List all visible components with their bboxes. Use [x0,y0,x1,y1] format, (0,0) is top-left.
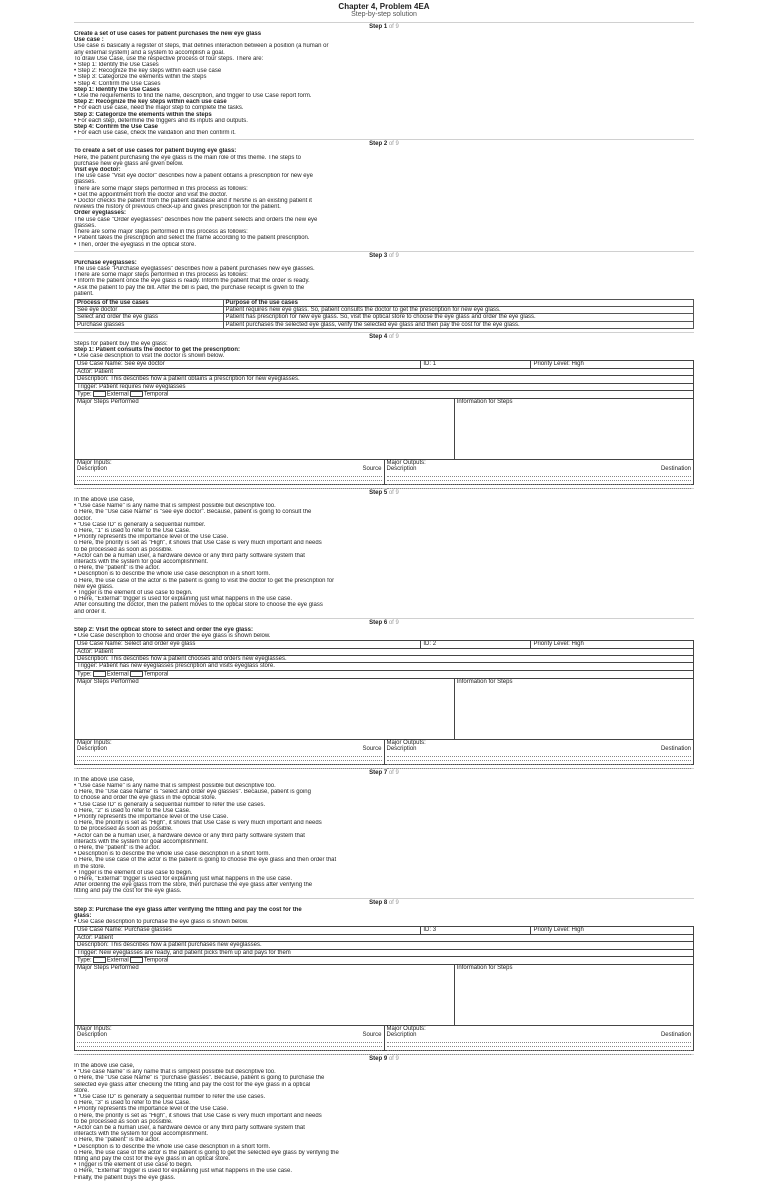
text-line: • "Use case Name" is any name that is simplest possible but descriptive too. [74,503,276,510]
text-line: Step 3: Categorize the elements within the steps [74,111,212,118]
source-label: Source [362,1031,382,1038]
step-word: Step [369,489,383,496]
use-case-priority: Priority Level: High [533,927,584,934]
step-word: Step [369,899,383,906]
external-label: External [106,957,129,964]
text-line: o Here, the "patient" is the actor. [74,1137,160,1144]
temporal-checkbox[interactable] [130,671,143,677]
text-line: • Then, order the eyeglass in the optical store. [74,241,197,248]
step-section [74,768,694,895]
text-line: doctor. [74,515,93,522]
step-number: 2 [383,141,388,148]
text-line: glass: [74,912,92,919]
table-row [75,307,694,314]
text-line: o Here, the "Use case Name" is "select and order eye glasses". Because, patient is going [74,789,311,796]
major-steps-area [75,965,693,1026]
use-case-name: Use Case Name: See eye doctor [75,361,421,367]
text-line: selected eye glass after checking the fitting and pay the cost for the eye glass in a optical [74,1081,311,1088]
step-word: Step [369,619,383,626]
blank-lines [77,1039,382,1055]
step-section [74,618,694,765]
text-line: • "Use case Name" is any name that is simplest possible but descriptive too. [74,783,276,790]
major-outputs-label: Major Outputs: [386,459,426,466]
step-of: of 9 [388,769,399,776]
description-label: Description [386,745,417,752]
step-section [74,488,694,615]
description-label: Description [77,745,108,752]
text-line: Step 3: Purchase the eye glass after verifying the fitting and pay the cost for the [74,906,302,913]
description-label: Description [77,465,108,472]
major-steps-area [75,399,693,460]
text-line: The use case "Visit eye doctor" describes how a patient obtains a prescription for new eye [74,173,313,180]
table-cell: Purchase glasses [75,321,224,328]
blank-lines [387,473,692,489]
text-line: o Here, the use case of the actor is the patient is going to visit the doctor to get the prescription for [74,577,335,584]
major-inputs-label: Major Inputs: [77,739,112,746]
text-line: o Here, "2" is used to refer to the Use Case. [74,807,191,814]
text-line: Here, the patient purchasing the eye glass is the main role of this theme. The steps to [74,154,302,161]
external-checkbox[interactable] [93,391,106,397]
table-cell: See eye doctor [75,307,224,314]
step-number: 3 [383,252,388,259]
text-line: reviews the history of previous check-up and gives prescription for the patient. [74,204,281,211]
table-row [75,314,694,321]
external-label: External [106,671,129,678]
document-page [74,0,694,1181]
text-line: to be processed as soon as possible. [74,826,173,833]
step-of: of 9 [388,333,399,340]
text-line: To create a set of use cases for patient buying eye glass: [74,148,237,155]
text-line: • Actor can be a human user, a hardware device or any third party software system that [74,1124,305,1131]
text-line: interacts with the system for goal accomplishment. [74,1131,209,1138]
blank-lines [77,753,382,769]
use-case-name: Use Case Name: Purchase glasses [75,927,421,933]
step-heading [74,253,694,260]
description-label: Description [386,1031,417,1038]
step-word: Step [369,769,383,776]
external-label: External [106,391,129,398]
step-section [74,139,694,247]
step-section [74,898,694,1051]
text-line: o Here, the "patient" is the actor. [74,565,160,572]
text-line: fitting and pay the cost for the eye glass in an optical store. [74,1155,231,1162]
use-case-trigger: Trigger: Patient has new eyeglasses prescription and visits eyeglass store. [77,663,275,670]
text-line: • "Use case Name" is any name that is simplest possible but descriptive too. [74,1069,276,1076]
text-line: • "Use Case ID" is generally a sequential number. [74,521,206,528]
step-number: 9 [383,1055,388,1062]
step-heading [74,141,694,148]
type-label: Type: [77,391,92,398]
inputs-outputs [75,460,693,484]
text-line: • Actor can be a human user, a hardware device or any third party software system that [74,832,305,839]
temporal-label: Temporal [143,957,169,964]
text-line: Purchase eyeglasses: [74,259,137,266]
text-line: o Here, "3" is used to refer to the Use Case. [74,1100,191,1107]
step-number: 8 [383,899,388,906]
description-label: Description [386,465,417,472]
source-label: Source [362,465,382,472]
step-of: of 9 [388,489,399,496]
text-line: and order it. [74,608,107,615]
text-line: There are some major steps performed in this process as follows: [74,272,248,279]
use-case-trigger: Trigger: New eyeglasses are ready, and patient picks them up and pays for them [77,949,291,956]
step-heading [74,334,694,341]
text-line: • Trigger is the element of use case to begin. [74,869,193,876]
major-steps-label: Major Steps Performed [75,399,455,459]
text-line: Create a set of use cases for patient purchases the new eye glass [74,31,262,37]
step-word: Step [369,24,383,30]
use-case-type [75,957,693,964]
use-case-type [75,671,693,678]
inputs-outputs [75,1026,693,1050]
use-case-actor: Actor: Patient [77,648,114,655]
temporal-label: Temporal [143,391,169,398]
step-number: 5 [383,489,388,496]
text-line: Use case is basically a register of steps, that defines interaction between a position (a human or [74,43,329,50]
step-section [74,251,694,329]
text-line: o Here, the priority is set as "High", it shows that Use Case is very much important and needs [74,820,322,827]
text-line: • Trigger is the element of use case to begin. [74,1162,193,1169]
step-word: Step [369,333,383,340]
use-case-trigger: Trigger: Patient requires new eyeglasses [77,383,186,390]
text-line: o Here, the priority is set as "High", it shows that Use Case is very much important and needs [74,540,322,547]
destination-label: Destination [660,745,691,752]
major-steps-label: Major Steps Performed [75,965,455,1025]
blank-lines [77,473,382,489]
text-line: purchase new eye glass are given below. [74,160,184,167]
destination-label: Destination [660,465,691,472]
step-of: of 9 [388,619,399,626]
text-line: o Here, the "Use case Name" is "purchase glasses". Because, patient is going to purchase the [74,1075,325,1082]
step-section [74,1054,694,1181]
info-steps-label: Information for Steps [456,678,513,685]
text-line: • "Use Case ID" is generally a sequential number to refer the use cases. [74,801,266,808]
use-case-type [75,391,693,398]
page-title: Chapter 4, Problem 4EA [338,2,430,11]
major-inputs-column [75,460,385,484]
temporal-label: Temporal [143,671,169,678]
text-line: to be processed as soon as possible. [74,1118,173,1125]
temporal-checkbox[interactable] [130,391,143,397]
text-line: o Here, "External" trigger is used for explaining just what happens in the use case. [74,1168,293,1175]
major-outputs-column [385,740,694,764]
step-word: Step [369,1055,383,1062]
text-line: In the above use case, [74,776,135,783]
text-line: • Priority represents the importance level of the Use Case. [74,534,229,541]
use-case-desc: Description: This describes how a patient obtains a prescription for new eyeglasses. [77,376,300,383]
major-inputs-column [75,1026,385,1050]
text-line: Use case : [74,37,104,44]
page-subtitle: Step-by-step solution [351,11,417,18]
text-line: • Inform the patient once the eye glass is ready. Inform the patient that the order is ready. [74,278,310,285]
step-heading [74,770,694,777]
step-of: of 9 [388,252,399,259]
use-case-actor: Actor: Patient [77,934,114,941]
text-line: Visit eye doctor: [74,167,121,174]
text-line: o Here, the use case of the actor is the patient is going to choose the eye glass and then order that [74,857,337,864]
info-steps-label: Information for Steps [456,964,513,971]
table-cell: Select and order the eye glass [75,314,224,321]
text-line: Step 2: Recognize the key steps within each use case [74,99,227,106]
steps-container [74,22,694,1181]
text-line: glasses. [74,179,97,186]
step-number: 6 [383,619,388,626]
table-header: Purpose of the use cases [223,299,693,306]
text-line: • For each step, determine the triggers and its inputs and outputs. [74,117,248,124]
use-case-form [74,926,694,1051]
blank-lines [387,753,692,769]
text-line: any external system) and a system to accomplish a goal. [74,49,225,56]
text-line: The use case "Purchase eyeglasses" describes how a patient purchases new eye glasses. [74,265,315,272]
text-line: • Use the requirements to find the name, description, and trigger to Use Case report form. [74,93,312,100]
text-line: • Use Case description to purchase the eye glass is shown below. [74,919,249,926]
use-case-id: ID: 2 [421,641,531,647]
step-number: 4 [383,333,388,340]
text-line: store. [74,1087,90,1094]
text-line: o Here, the "patient" is the actor. [74,845,160,852]
text-line: • For each use case, check the validation and then confirm it. [74,130,236,137]
use-case-priority: Priority Level: High [533,361,584,368]
use-case-actor: Actor: Patient [77,368,114,375]
inputs-outputs [75,740,693,764]
step-of: of 9 [388,1055,399,1062]
table-cell: Patient has prescription for new eye glass. So, visit the optical store to choose the eye glass and order the eye glass. [223,314,693,321]
text-line: o Here, the use case of the actor is the patient is going to get the selected eye glass by verifying the [74,1149,339,1156]
type-label: Type: [77,671,92,678]
text-line: • Description is to describe the whole use case description in a short form. [74,1143,271,1150]
table-header: Process of the use cases [75,299,224,306]
text-line: After ordering the eye glass from the store, then purchase the eye glass after verifying the [74,882,313,889]
text-line: o Here, "External" trigger is used for explaining just what happens in the use case. [74,596,293,603]
text-line: • Doctor checks the patient from the patient database and if he/she is an existing patient it [74,198,312,205]
purpose-table [74,299,694,329]
use-case-form [74,640,694,765]
text-line: • Step 2: Recognize the key steps within each use case [74,68,222,75]
major-inputs-column [75,740,385,764]
major-outputs-label: Major Outputs: [386,739,426,746]
text-line: • Get the appointment from the doctor and visit the doctor. [74,191,228,198]
text-line: After consulting the doctor, then the patient moves to the optical store to choose the eye glass [74,602,323,609]
text-line: in the store. [74,863,106,870]
blank-lines [387,1039,692,1055]
text-line: o Here, "External" trigger is used for explaining just what happens in the use case. [74,876,293,883]
text-line: • Step 4: Confirm the Use Cases [74,80,161,87]
text-line: The use case "Order eyeglasses" describes how the patient selects and orders the new eye [74,216,318,223]
text-line: interacts with the system for goal accomplishment. [74,558,209,565]
major-outputs-label: Major Outputs: [386,1025,426,1032]
text-line: There are some major steps performed in this process as follows: [74,185,248,192]
use-case-id: ID: 3 [421,927,531,933]
table-cell: Patient requires new eye glass. So, patient consults the doctor to get the prescription for new eye glass. [223,307,693,314]
text-line: • Description is to describe the whole use case description in a short form. [74,571,271,578]
text-line: fitting and pay the cost for the eye glass. [74,888,182,895]
major-steps-area [75,679,693,740]
text-line: To draw Use Case, use the respective process of four steps. There are: [74,55,264,62]
description-label: Description [77,1031,108,1038]
text-line: interacts with the system for goal accomplishment. [74,838,209,845]
text-line: new eye glass. [74,583,114,590]
text-line: Finally, the patient buys the eye glass. [74,1174,176,1181]
text-line: • Patient takes the prescription and select the frame according to the patient prescription. [74,235,310,242]
text-line: • "Use Case ID" is generally a sequential number to refer the use cases. [74,1093,266,1100]
major-steps-label: Major Steps Performed [75,679,455,739]
text-line: • For each use case, need the major step to complete the tasks. [74,105,244,112]
text-line: Order eyeglasses: [74,210,127,217]
text-line: to be processed as soon as possible. [74,546,173,553]
table-cell: Patient purchases the selected eye glass, verify the selected eye glass and then pay the cost for the eye glass. [223,321,693,328]
text-line: patient. [74,290,94,297]
text-line: o Here, the "Use case Name" is "see eye doctor". Because, patient is going to consult the [74,509,312,516]
step-of: of 9 [388,899,399,906]
text-line: • Use case description to visit the doctor is shown below. [74,353,225,360]
major-inputs-label: Major Inputs: [77,459,112,466]
text-line: Step 1: Identify the Use Cases [74,86,160,93]
step-word: Step [369,141,383,148]
use-case-id: ID: 1 [421,361,531,367]
text-line: • Use Case description to choose and order the eye glass is shown below. [74,633,271,640]
use-case-desc: Description: This describes how a patient chooses and orders new eyeglasses. [77,656,287,663]
step-number: 7 [383,769,388,776]
step-section [74,332,694,485]
text-line: In the above use case, [74,1062,135,1069]
text-line: • Description is to describe the whole use case description in a short form. [74,851,271,858]
major-outputs-column [385,460,694,484]
text-line: • Ask the patient to pay the bill. After the bill is paid, the purchase receipt is given to the [74,284,305,291]
text-line: • Priority represents the importance level of the Use Case. [74,1106,229,1113]
external-checkbox[interactable] [93,957,106,963]
type-label: Type: [77,957,92,964]
text-line: Step 2: Visit the optical store to select and order the eye glass: [74,626,253,633]
use-case-name: Use Case Name: Select and order eye glass [75,641,421,647]
destination-label: Destination [660,1031,691,1038]
step-of: of 9 [388,24,399,30]
text-line: • Step 3: Categorize the elements within the steps [74,74,207,81]
step-heading [74,1056,694,1063]
use-case-desc: Description: This describes how a patient purchases new eyeglasses. [77,942,262,949]
text-line: • Priority represents the importance level of the Use Case. [74,814,229,821]
text-line: There are some major steps performed in this process as follows: [74,229,248,236]
table-row [75,321,694,328]
step-heading [74,24,694,31]
text-line: • Actor can be a human user, a hardware device or any third party software system that [74,552,305,559]
major-inputs-label: Major Inputs: [77,1025,112,1032]
text-line: • Step 1: Identify the Use Cases [74,62,159,69]
text-line: to choose and order the eye glass in the optical store. [74,795,217,802]
major-outputs-column [385,1026,694,1050]
text-line: Step 4: Confirm the Use Case [74,124,159,131]
temporal-checkbox[interactable] [130,957,143,963]
source-label: Source [362,745,382,752]
step-number: 1 [383,24,388,30]
step-heading [74,900,694,907]
text-line: glasses. [74,222,97,229]
use-case-priority: Priority Level: High [533,641,584,648]
text-line: o Here, "1" is used to refer to the Use Case. [74,527,191,534]
text-line: • Trigger is the element of use case to begin. [74,590,193,596]
text-line: Steps for patient buy the eye glass: [74,340,168,347]
text-line: Step 1: Patient consults the doctor to get the prescription: [74,346,241,353]
step-heading [74,620,694,627]
text-line: In the above use case, [74,496,135,503]
step-word: Step [369,252,383,259]
step-section [74,22,694,136]
step-of: of 9 [388,141,399,148]
info-steps-label: Information for Steps [456,398,513,405]
use-case-form [74,360,694,485]
step-heading [74,490,694,497]
external-checkbox[interactable] [93,671,106,677]
text-line: o Here, the priority is set as "High", it shows that Use Case is very much important and needs [74,1112,322,1119]
